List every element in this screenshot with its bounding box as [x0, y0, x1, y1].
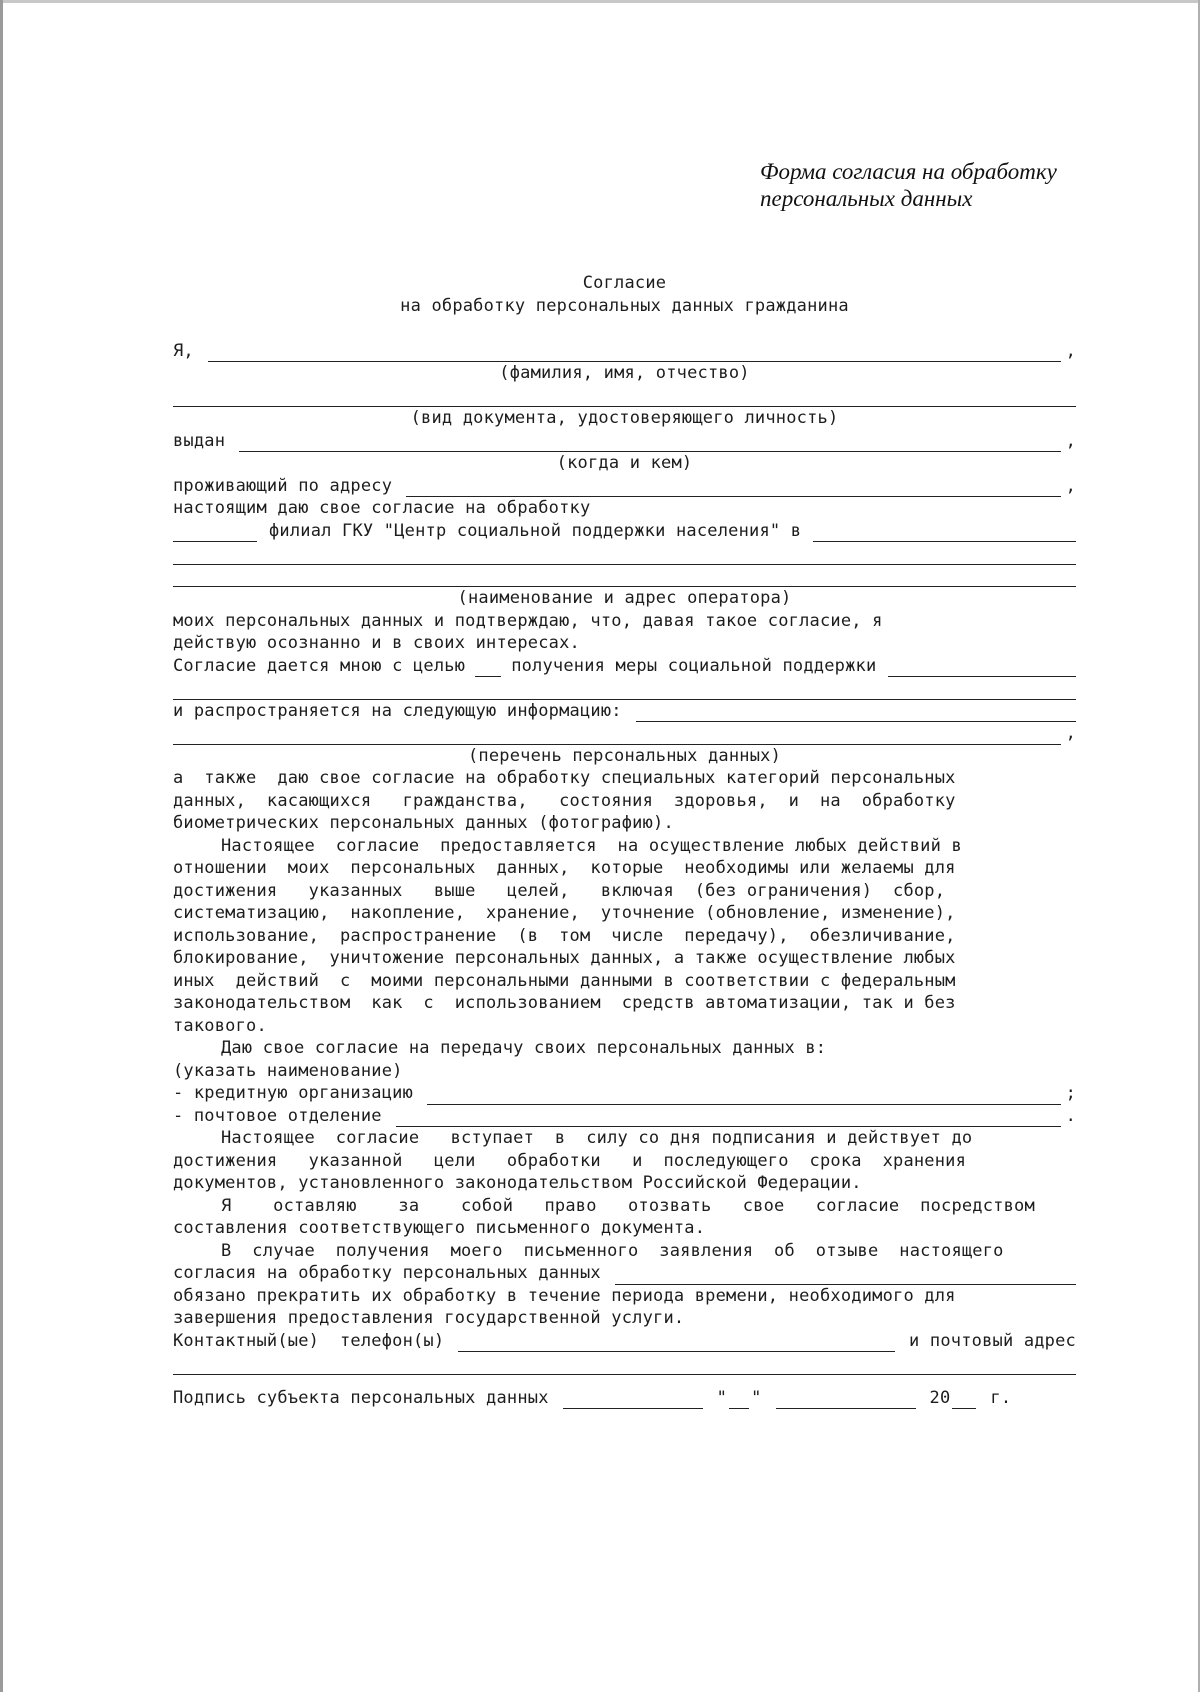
bank-row — [173, 1082, 1076, 1105]
ya-prefix: Я, — [173, 340, 194, 361]
bank-end: ; — [1065, 1083, 1076, 1103]
post-row — [173, 1105, 1076, 1128]
withdrawal-row-2 — [173, 1262, 1076, 1285]
quote-open: " — [716, 1387, 728, 1408]
operator-prefix-field[interactable] — [173, 526, 257, 542]
conscious-line-1: моих персональных данных и подтверждаю, что, давая такое согласие, я — [173, 610, 883, 631]
operator-city-field[interactable] — [813, 526, 1076, 542]
month-field[interactable] — [776, 1393, 916, 1409]
post-field[interactable] — [396, 1111, 1061, 1127]
info-line-2 — [173, 722, 1076, 745]
actions-line-7: иных действий с моими персональными данными в соответствии с федеральным — [173, 970, 956, 991]
doc-subtitle: на обработку персональных данных гражданина — [400, 295, 849, 316]
post-label: - почтовое отделение — [173, 1105, 382, 1126]
form-label-line-1: Форма согласия на обработку — [760, 159, 1057, 184]
address-comma: , — [1065, 475, 1076, 496]
special-line-2: данных, касающихся гражданства, состояния здоровья, и на обработку — [173, 790, 956, 811]
bank-label: - кредитную организацию — [173, 1083, 414, 1103]
address-label: проживающий по адресу — [173, 475, 393, 496]
purpose-measure-field[interactable] — [888, 661, 1076, 677]
quote-close: " — [751, 1387, 762, 1408]
actions-line-1: Настоящее согласие предоставляется на осуществление любых действий в — [221, 835, 962, 856]
info-field-2[interactable] — [173, 729, 1061, 745]
transfer-hint: (указать наименование) — [173, 1060, 403, 1081]
fio-row — [173, 340, 1076, 363]
bank-field[interactable] — [427, 1089, 1061, 1105]
contacts-row — [173, 1330, 1076, 1353]
signature-row — [173, 1387, 1076, 1410]
phone-field[interactable] — [458, 1336, 895, 1352]
identity-doc-row — [173, 385, 1076, 408]
issued-row — [173, 430, 1076, 453]
special-line-1: а также даю свое согласие на обработку специальных категорий персональных — [173, 768, 956, 788]
actions-line-2: отношении моих персональных данных, которые необходимы или желаемы для — [173, 858, 956, 878]
form-label-line-2: персональных данных — [760, 186, 973, 211]
purpose-after: получения меры социальной поддержки — [511, 655, 877, 676]
info-comma: , — [1065, 723, 1076, 743]
issued-comma: , — [1065, 430, 1076, 451]
year-suffix: г. — [990, 1387, 1012, 1408]
actions-line-9: такового. — [173, 1015, 267, 1036]
consent-intro: настоящим даю свое согласие на обработку — [173, 498, 591, 518]
address-field[interactable] — [406, 481, 1060, 497]
actions-line-8: законодательством как с использованием средств автоматизации, так и без — [173, 993, 956, 1013]
purpose-row — [173, 655, 1076, 678]
purpose-measure-field-2[interactable] — [173, 684, 1076, 700]
form-label — [760, 158, 1100, 212]
revoke-line-1: Я оставляю за собой право отозвать свое согласие посредством — [221, 1195, 1035, 1216]
actions-line-3: достижения указанных выше целей, включая (без ограничения) сбор, — [173, 880, 946, 901]
operator-address-field-1[interactable] — [173, 549, 1076, 565]
operator-line-2 — [173, 542, 1076, 565]
info-field[interactable] — [636, 706, 1076, 722]
actions-line-5: использование, распространение (в том числе передачу), обезличивание, — [173, 925, 956, 946]
issued-hint: (когда и кем) — [556, 453, 693, 473]
fio-field[interactable] — [208, 346, 1061, 362]
doc-title: Согласие — [582, 273, 667, 293]
year-prefix: 20 — [929, 1387, 951, 1408]
purpose-number-field[interactable] — [475, 661, 501, 677]
scan-edge-top — [0, 0, 1200, 3]
postal-address-row — [173, 1352, 1076, 1375]
info-row — [173, 700, 1076, 723]
identity-doc-field[interactable] — [173, 391, 1076, 407]
withdrawal-line-3: обязано прекратить их обработку в течение периода времени, необходимого для — [173, 1285, 956, 1306]
operator-text: филиал ГКУ "Центр социальной поддержки населения" в — [269, 520, 802, 541]
post-end: . — [1065, 1105, 1076, 1126]
info-hint: (перечень персональных данных) — [467, 745, 782, 766]
issued-field[interactable] — [239, 436, 1060, 452]
operator-hint: (наименование и адрес оператора) — [457, 588, 792, 608]
withdrawal-operator-field[interactable] — [615, 1269, 1076, 1285]
scan-edge-left — [0, 0, 3, 1692]
conscious-line-2: действую осознанно и в своих интересах. — [173, 633, 580, 653]
signature-field[interactable] — [563, 1393, 703, 1409]
revoke-line-2: составления соответствующего письменного документа. — [173, 1218, 706, 1238]
withdrawal-line-4: завершения предоставления государственной услуги. — [173, 1308, 685, 1328]
transfer-intro: Даю свое согласие на передачу своих персональных данных в: — [221, 1038, 827, 1058]
postal-address-label: и почтовый адрес — [909, 1330, 1076, 1351]
fio-hint: (фамилия, имя, отчество) — [499, 363, 750, 383]
purpose-before: Согласие дается мною с целью — [173, 655, 466, 676]
purpose-line-2 — [173, 677, 1076, 700]
address-row — [173, 475, 1076, 498]
postal-address-field[interactable] — [173, 1359, 1076, 1375]
day-field[interactable] — [729, 1393, 749, 1409]
validity-line-1: Настоящее согласие вступает в силу со дня подписания и действует до — [221, 1128, 973, 1148]
operator-address-field-2[interactable] — [173, 571, 1076, 587]
phone-label: Контактный(ые) телефон(ы) — [173, 1330, 445, 1351]
actions-line-6: блокирование, уничтожение персональных данных, а также осуществление любых — [173, 948, 956, 968]
special-line-3: биометрических персональных данных (фотографию). — [173, 813, 674, 833]
year-field[interactable] — [952, 1393, 976, 1409]
withdrawal-line-2: согласия на обработку персональных данных — [173, 1263, 601, 1283]
operator-row — [173, 520, 1076, 543]
issued-label: выдан — [173, 430, 226, 451]
operator-line-3 — [173, 565, 1076, 588]
validity-line-2: достижения указанной цели обработки и последующего срока хранения — [173, 1150, 967, 1171]
actions-line-4: систематизацию, накопление, хранение, уточнение (обновление, изменение), — [173, 903, 956, 923]
fio-comma: , — [1065, 340, 1076, 361]
consent-document — [173, 272, 1076, 1409]
validity-line-3: документов, установленного законодательством Российской Федерации. — [173, 1173, 862, 1193]
identity-doc-hint: (вид документа, удостоверяющего личность) — [410, 408, 839, 428]
info-label: и распространяется на следующую информацию: — [173, 700, 622, 721]
withdrawal-line-1: В случае получения моего письменного заявления об отзыве настоящего — [221, 1240, 1004, 1261]
signature-label: Подпись субъекта персональных данных — [173, 1387, 549, 1408]
